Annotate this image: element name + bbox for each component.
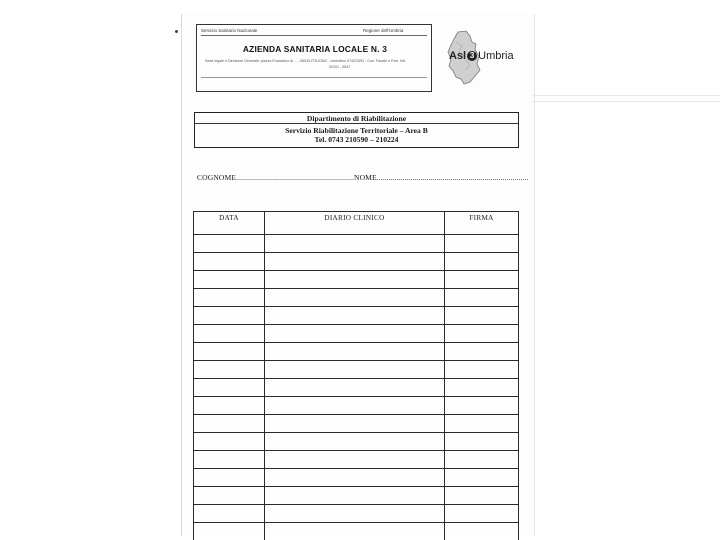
table-row <box>194 469 519 487</box>
column-header-clinical-diary: DIARIO CLINICO <box>265 212 445 235</box>
table-row <box>194 307 519 325</box>
diary-cell[interactable] <box>265 433 445 451</box>
date-cell[interactable] <box>194 397 265 415</box>
date-cell[interactable] <box>194 271 265 289</box>
signature-cell[interactable] <box>445 433 519 451</box>
diary-cell[interactable] <box>265 523 445 540</box>
table-row <box>194 289 519 307</box>
diary-cell[interactable] <box>265 505 445 523</box>
diary-cell[interactable] <box>265 289 445 307</box>
logo-prefix: Asl <box>449 50 467 62</box>
address-line-2: 02101 - 0547 <box>329 65 351 69</box>
header-top-right: Regione dell'Umbria <box>363 28 404 33</box>
signature-cell[interactable] <box>445 235 519 253</box>
table-row <box>194 397 519 415</box>
patient-name-fields <box>197 173 529 182</box>
date-cell[interactable] <box>194 433 265 451</box>
date-cell[interactable] <box>194 469 265 487</box>
table-row <box>194 451 519 469</box>
signature-cell[interactable] <box>445 379 519 397</box>
diary-cell[interactable] <box>265 253 445 271</box>
column-header-signature: FIRMA <box>445 212 519 235</box>
signature-cell[interactable] <box>445 415 519 433</box>
name-label: NOME <box>354 173 377 182</box>
signature-cell[interactable] <box>445 523 519 540</box>
date-cell[interactable] <box>194 523 265 540</box>
signature-cell[interactable] <box>445 289 519 307</box>
date-cell[interactable] <box>194 307 265 325</box>
signature-cell[interactable] <box>445 361 519 379</box>
letterhead-box <box>196 24 432 92</box>
signature-cell[interactable] <box>445 469 519 487</box>
diary-cell[interactable] <box>265 469 445 487</box>
date-cell[interactable] <box>194 235 265 253</box>
phone-numbers: Tel. 0743 210590 – 210224 <box>314 135 399 144</box>
date-cell[interactable] <box>194 343 265 361</box>
diary-cell[interactable] <box>265 361 445 379</box>
diary-cell[interactable] <box>265 325 445 343</box>
diary-cell[interactable] <box>265 397 445 415</box>
logo-number: 3 <box>467 51 477 61</box>
organization-title: AZIENDA SANITARIA LOCALE N. 3 <box>242 44 388 54</box>
surname-label: COGNOME <box>197 173 237 182</box>
signature-cell[interactable] <box>445 253 519 271</box>
date-cell[interactable] <box>194 415 265 433</box>
surname-field[interactable]: ........................................................... <box>236 173 355 182</box>
column-header-date: DATA <box>194 212 265 235</box>
date-cell[interactable] <box>194 289 265 307</box>
date-cell[interactable] <box>194 361 265 379</box>
table-row <box>194 487 519 505</box>
date-cell[interactable] <box>194 505 265 523</box>
scan-line <box>532 101 720 102</box>
date-cell[interactable] <box>194 451 265 469</box>
service-name: Servizio Riabilitazione Territoriale – Area B <box>285 126 428 135</box>
diary-cell[interactable] <box>265 271 445 289</box>
diary-cell[interactable] <box>265 235 445 253</box>
department-separator <box>195 123 518 124</box>
date-cell[interactable] <box>194 253 265 271</box>
diary-cell[interactable] <box>265 487 445 505</box>
signature-cell[interactable] <box>445 271 519 289</box>
signature-cell[interactable] <box>445 397 519 415</box>
table-row <box>194 523 519 540</box>
logo-suffix: Umbria <box>478 50 514 62</box>
table-row <box>194 325 519 343</box>
header-rule-bottom <box>201 77 427 78</box>
asl-umbria-logo <box>449 50 514 62</box>
table-row <box>194 271 519 289</box>
table-row <box>194 343 519 361</box>
date-cell[interactable] <box>194 379 265 397</box>
table-row <box>194 433 519 451</box>
table-header-row <box>194 212 519 235</box>
table-row <box>194 235 519 253</box>
clinical-diary-table <box>193 211 519 540</box>
table-row <box>194 415 519 433</box>
address-line-1: Sede legale e Direzione Generale: piazza Francesco di ... - 06034 FOLIGNO - centralino 0742/3391 - Cod. Fiscale e Part. IVA <box>205 59 406 63</box>
signature-cell[interactable] <box>445 505 519 523</box>
department-box <box>194 112 519 148</box>
signature-cell[interactable] <box>445 451 519 469</box>
table-row <box>194 361 519 379</box>
signature-cell[interactable] <box>445 343 519 361</box>
diary-cell[interactable] <box>265 451 445 469</box>
diary-cell[interactable] <box>265 379 445 397</box>
signature-cell[interactable] <box>445 307 519 325</box>
table-row <box>194 379 519 397</box>
diary-cell[interactable] <box>265 415 445 433</box>
signature-cell[interactable] <box>445 487 519 505</box>
scan-dot <box>175 30 178 33</box>
scan-line <box>532 95 720 96</box>
diary-cell[interactable] <box>265 307 445 325</box>
date-cell[interactable] <box>194 487 265 505</box>
table-row <box>194 505 519 523</box>
name-field[interactable]: ............................................................................ <box>376 173 529 182</box>
diary-cell[interactable] <box>265 343 445 361</box>
date-cell[interactable] <box>194 325 265 343</box>
department-name: Dipartimento di Riabilitazione <box>306 114 407 123</box>
header-rule <box>201 35 427 36</box>
header-top-left: Servizio Sanitario Nazionale <box>201 28 258 33</box>
table-row <box>194 253 519 271</box>
signature-cell[interactable] <box>445 325 519 343</box>
